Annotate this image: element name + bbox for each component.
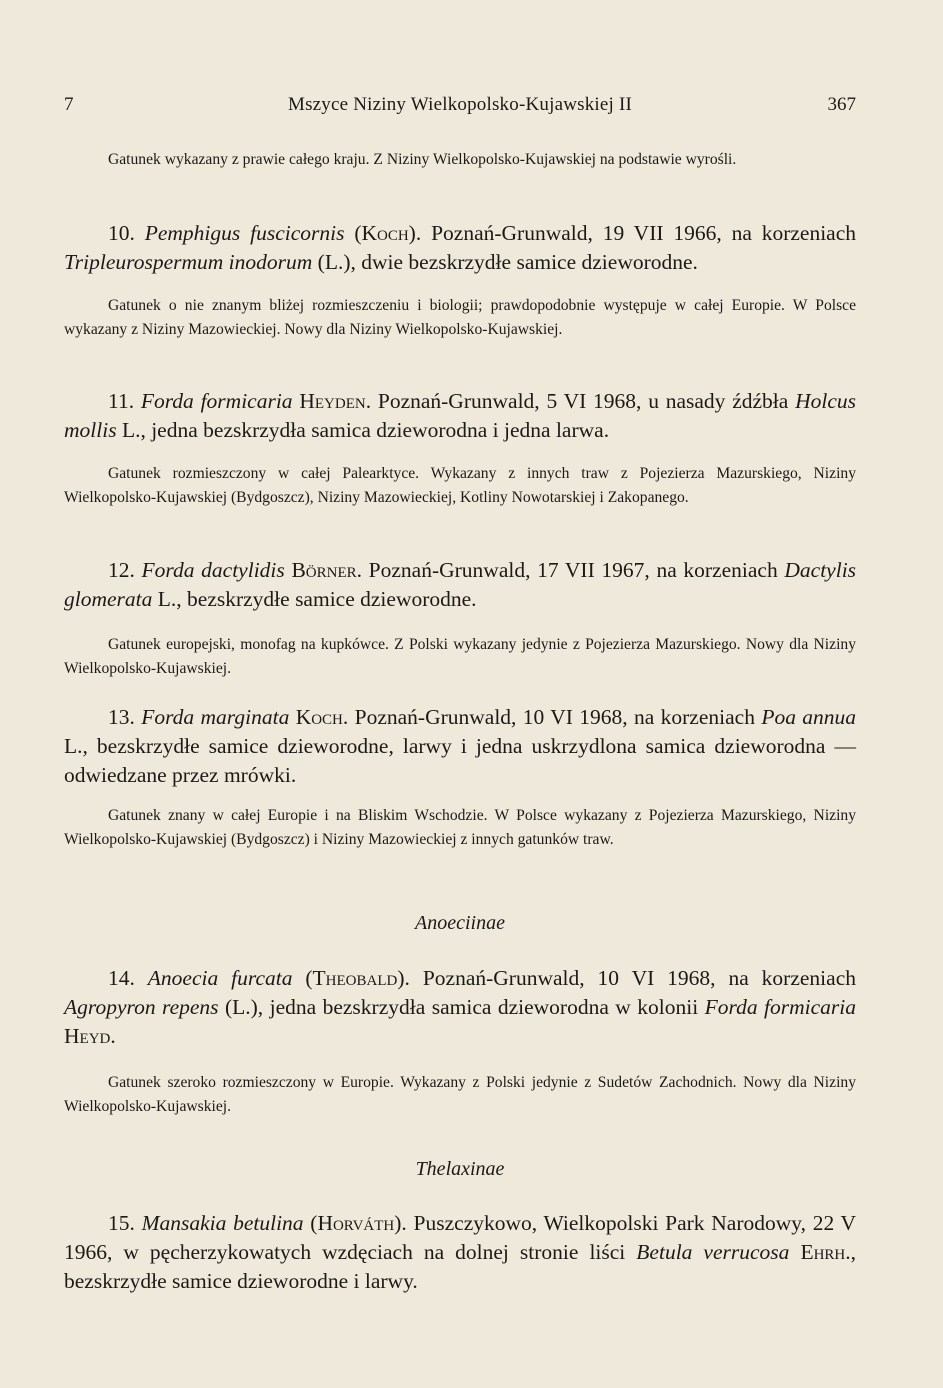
species-name: Forda marginata xyxy=(141,705,290,729)
record-15: 15. Mansakia betulina (Horváth). Puszczykowo, Wielkopolski Park Narodowy, 22 V 1966, w pęcherzykowatych wzdęciach na dolnej stronie liści Betula verrucosa Ehrh., bezskrzydłe samice dzieworodne i larwy. xyxy=(64,1211,857,1293)
note-paragraph-6: Gatunek szeroko rozmieszczony w Europie. Wykazany z Polski jedynie z Sudetów Zachodnich. Nowy dla Niziny Wielkopolsko-Kujawskiej. xyxy=(64,1074,856,1115)
host-plant: Tripleurospermum inodorum xyxy=(64,250,313,274)
record-12: 12. Forda dactylidis Börner. Poznań-Grunwald, 17 VII 1967, na korzeniach Dactylis glomerata L., bezskrzydłe samice dzieworodne. xyxy=(64,558,857,611)
record-number: 13. xyxy=(108,705,135,729)
species-author: Koch. xyxy=(295,705,349,729)
host-species: Forda formicaria xyxy=(704,995,857,1019)
record-10: 10. Pemphigus fuscicornis (Koch). Poznań-Grunwald, 19 VII 1966, na korzeniach Tripleurospermum inodorum (L.), dwie bezskrzydłe samice dzieworodne. xyxy=(64,221,856,274)
host-plant-author: Ehrh., xyxy=(800,1240,856,1264)
host-plant: Betula verrucosa xyxy=(636,1240,790,1264)
note-paragraph-1: Gatunek wykazany z prawie całego kraju. Z Niziny Wielkopolsko-Kujawskiej na podstawie wyrośli. xyxy=(108,151,737,168)
species-author: (Koch). xyxy=(354,221,422,245)
record-number: 11. xyxy=(108,389,135,413)
host-plant: Holcus mollis xyxy=(64,389,856,442)
host-plant: Poa annua xyxy=(761,705,857,729)
chapter-number: 7 xyxy=(64,94,74,115)
species-name: Forda formicaria xyxy=(140,389,293,413)
note-paragraph-5: Gatunek znany w całej Europie i na Bliskim Wschodzie. W Polsce wykazany z Pojezierza Mazurskiego, Niziny Wielkopolsko-Kujawskiej (Bydgoszcz) i Niziny Mazowieckiej z innych gatunków traw. xyxy=(64,807,856,848)
record-number: 12. xyxy=(108,558,135,582)
record-13: 13. Forda marginata Koch. Poznań-Grunwald, 10 VI 1968, na korzeniach Poa annua L., bezskrzydłe samice dzieworodne, larwy i jedna uskrzydlona samica dzieworodna — odwiedzane przez mrówki. xyxy=(64,705,857,787)
section-heading-thelaxinae: Thelaxinae xyxy=(415,1158,505,1180)
record-number: 14. xyxy=(108,966,135,990)
species-name: Anoecia furcata xyxy=(147,966,293,990)
species-author: (Theobald). xyxy=(305,966,410,990)
species-author: Heyden. xyxy=(299,389,372,413)
record-number: 15. xyxy=(108,1211,135,1235)
running-title: Mszyce Niziny Wielkopolsko-Kujawskiej II xyxy=(287,94,633,115)
species-author: (Horváth). xyxy=(310,1211,407,1235)
host-plant: Dactylis glomerata xyxy=(64,558,857,611)
note-paragraph-4: Gatunek europejski, monofag na kupkówce. Z Polski wykazany jedynie z Pojezierza Mazurskiego. Nowy dla Niziny Wielkopolsko-Kujawskiej. xyxy=(64,636,856,677)
species-name: Forda dactylidis xyxy=(141,558,285,582)
running-header xyxy=(64,94,856,120)
note-paragraph-2: Gatunek o nie znanym bliżej rozmieszczeniu i biologii; prawdopodobnie występuje w całej Europie. W Polsce wykazany z Niziny Mazowieckiej. Nowy dla Niziny Wielkopolsko-Kujawskiej. xyxy=(64,297,856,338)
species-name: Pemphigus fuscicornis xyxy=(144,221,345,245)
page-number: 367 xyxy=(827,94,856,115)
record-11: 11. Forda formicaria Heyden. Poznań-Grunwald, 5 VI 1968, u nasady źdźbła Holcus mollis L., jedna bezskrzydła samica dzieworodna i jedna larwa. xyxy=(64,389,856,442)
note-paragraph-3: Gatunek rozmieszczony w całej Palearktyce. Wykazany z innych traw z Pojezierza Mazurskiego, Niziny Wielkopolsko-Kujawskiej (Bydgoszcz), Niziny Mazowieckiej, Kotliny Nowotarskiej i Zakopanego. xyxy=(64,465,856,506)
species-author: Börner. xyxy=(291,558,362,582)
host-plant: Agropyron repens xyxy=(64,995,219,1019)
record-number: 10. xyxy=(108,221,135,245)
record-14: 14. Anoecia furcata (Theobald). Poznań-Grunwald, 10 VI 1968, na korzeniach Agropyron repens (L.), jedna bezskrzydła samica dzieworodna w kolonii Forda formicaria Heyd. xyxy=(64,966,857,1048)
host-species-author: Heyd. xyxy=(64,1024,116,1048)
species-name: Mansakia betulina xyxy=(141,1211,304,1235)
section-heading-anoeciinae: Anoeciinae xyxy=(415,912,505,934)
